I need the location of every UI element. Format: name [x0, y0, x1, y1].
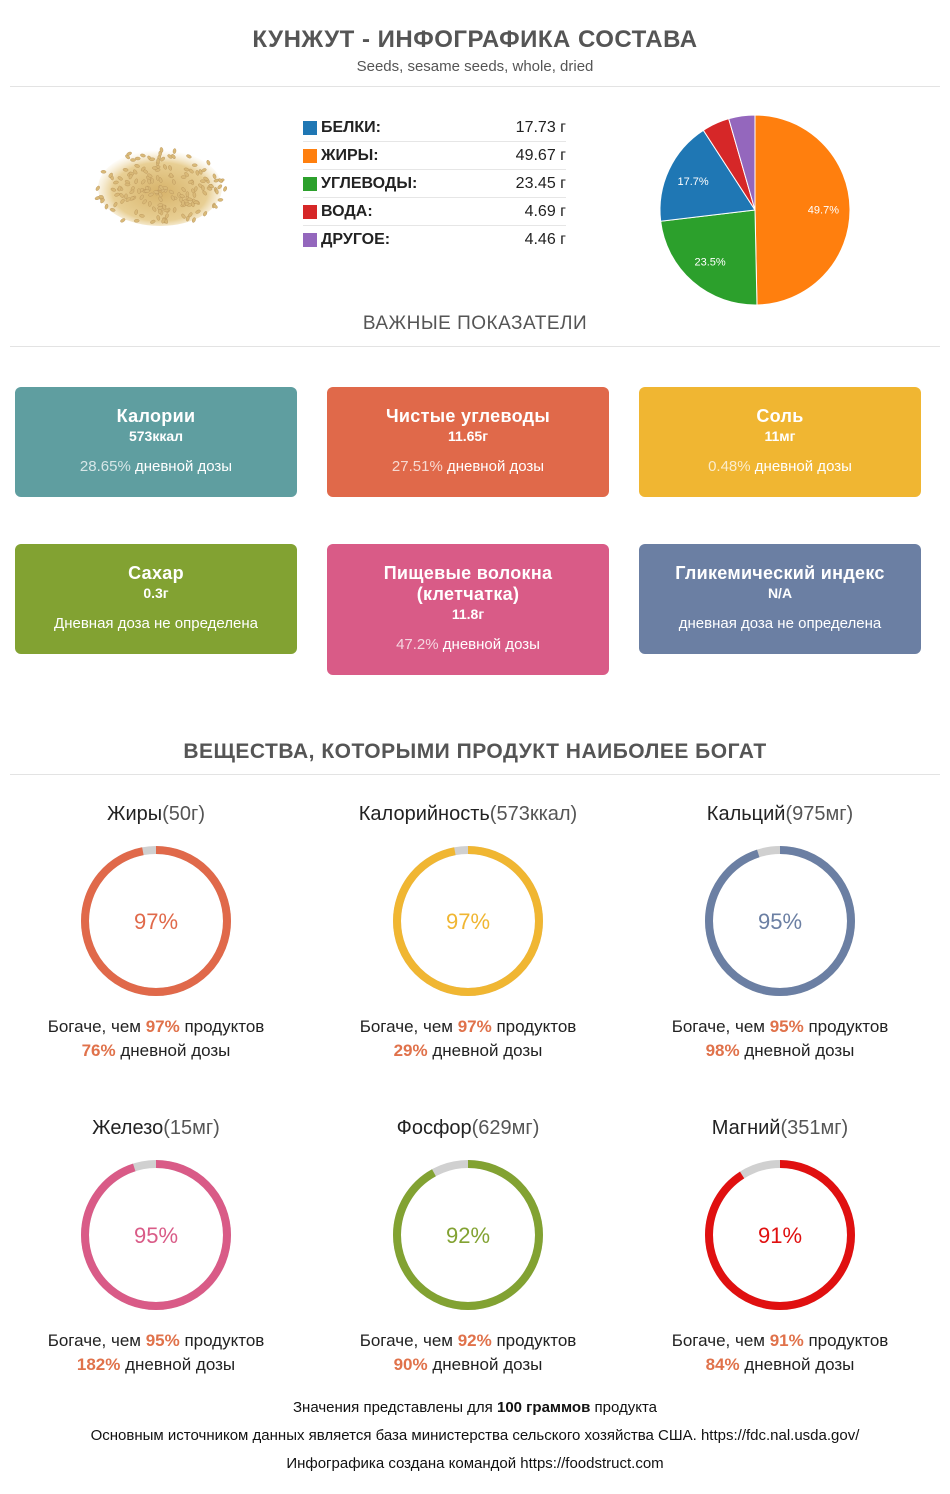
legend-row-water	[303, 198, 566, 226]
percent-ring	[390, 843, 546, 999]
card-dose	[639, 615, 921, 632]
legend-value: 49.67 г	[515, 146, 566, 164]
pie-label-1: 23.5%	[694, 256, 726, 269]
legend-name: ДРУГОЕ:	[321, 231, 391, 248]
legend-swatch	[303, 149, 317, 163]
pie-label-0: 49.7%	[807, 204, 839, 217]
nutrient-amount: (50г)	[162, 803, 205, 825]
seed	[134, 219, 139, 222]
legend-name: ЖИРЫ:	[321, 146, 379, 164]
card-dose	[327, 636, 609, 653]
card-title: Соль	[756, 406, 804, 426]
card-title: Сахар	[128, 563, 184, 583]
card-dose-text: Дневная доза не определена	[54, 615, 258, 632]
nutrient-title	[318, 803, 618, 829]
seed	[144, 189, 149, 192]
fiber-card	[327, 544, 609, 675]
ring-label: 91%	[757, 1223, 803, 1248]
legend-name: УГЛЕВОДЫ:	[321, 174, 418, 192]
nutrient-phosphorus	[318, 1117, 618, 1375]
legend-value: 4.69 г	[524, 202, 566, 220]
nutrient-amount: (573ккал)	[489, 803, 578, 825]
ring-label: 92%	[445, 1223, 491, 1248]
seed	[193, 201, 198, 204]
percent-ring	[702, 1157, 858, 1313]
richer-than-text: Богаче, чем 97% продуктов	[47, 1017, 265, 1036]
pie-label-2: 17.7%	[677, 175, 709, 188]
percent-ring	[702, 843, 858, 999]
nutrient-name: Фосфор	[396, 1117, 472, 1139]
card-dose-percent: 0.48%	[708, 458, 751, 475]
nutrient-magnesium	[630, 1117, 930, 1375]
legend-row-protein	[303, 114, 566, 142]
seed	[193, 192, 197, 197]
footer-credit: Инфографика создана командой https://foodstruct.com	[286, 1455, 664, 1472]
card-dose	[15, 458, 297, 475]
card-dose-percent: 47.2%	[396, 636, 439, 653]
sugar-card	[15, 544, 297, 654]
seed	[186, 192, 189, 197]
legend-name: БЕЛКИ:	[321, 118, 381, 136]
indicators-section-title: ВАЖНЫЕ ПОКАЗАТЕЛИ	[362, 313, 588, 334]
legend-swatch	[303, 205, 317, 219]
card-dose	[15, 615, 297, 632]
seed	[152, 166, 157, 169]
header-divider	[10, 86, 940, 87]
rich-divider	[10, 774, 940, 775]
legend-row-fat	[303, 142, 566, 170]
seed	[101, 170, 106, 173]
card-value: 573ккал	[128, 428, 184, 444]
daily-dose-text: 182% дневной дозы	[76, 1355, 236, 1374]
legend-value: 23.45 г	[515, 174, 566, 192]
card-dose	[327, 458, 609, 475]
nutrient-name: Железо	[92, 1117, 164, 1139]
card-title: Калории	[116, 406, 196, 426]
nutrient-calcium	[630, 803, 930, 1061]
card-title: Чистые углеводы	[385, 406, 551, 426]
seed	[149, 158, 154, 162]
seed	[223, 186, 228, 192]
card-title: Гликемический индекс	[675, 563, 885, 583]
percent-ring	[78, 1157, 234, 1313]
calories-card	[15, 387, 297, 497]
seed	[218, 198, 223, 201]
nutrient-name: Калорийность	[358, 803, 490, 825]
composition-pie-chart	[650, 105, 860, 315]
richer-than-text: Богаче, чем 95% продуктов	[47, 1331, 265, 1350]
legend-swatch	[303, 121, 317, 135]
nutrient-name: Магний	[711, 1117, 781, 1139]
nutrient-title	[6, 803, 306, 829]
page-title: КУНЖУТ - ИНФОГРАФИКА СОСТАВА	[252, 26, 698, 53]
percent-ring	[78, 843, 234, 999]
legend-swatch	[303, 233, 317, 247]
card-value: 0.3г	[143, 585, 169, 601]
seed	[125, 183, 130, 186]
nutrient-name: Жиры	[106, 803, 163, 825]
nutrient-title	[630, 803, 930, 829]
card-title: Пищевые волокна (клетчатка)	[383, 563, 553, 604]
legend-row-carbs	[303, 170, 566, 198]
richer-than-text: Богаче, чем 97% продуктов	[359, 1017, 577, 1036]
seed	[148, 201, 151, 206]
daily-dose-text: 98% дневной дозы	[705, 1041, 855, 1060]
footer-serving-note: Значения представлены для 100 граммов продукта	[292, 1399, 657, 1416]
card-value: 11.8г	[451, 606, 485, 622]
legend-swatch	[303, 177, 317, 191]
page-subtitle: Seeds, sesame seeds, whole, dried	[356, 58, 594, 75]
nutrient-amount: (629мг)	[471, 1117, 540, 1139]
legend-value: 4.46 г	[524, 231, 566, 248]
seed	[181, 200, 184, 205]
legend-value: 17.73 г	[515, 118, 566, 136]
card-dose-text: дневной дозы	[438, 636, 540, 653]
nutrient-title	[318, 1117, 618, 1143]
glycemic-index-card	[639, 544, 921, 654]
richer-than-text: Богаче, чем 95% продуктов	[671, 1017, 889, 1036]
nutrient-amount: (351мг)	[780, 1117, 849, 1139]
card-dose-text: дневная доза не определена	[678, 615, 882, 632]
ring-label: 97%	[445, 909, 491, 934]
ring-label: 95%	[757, 909, 803, 934]
legend-row-other	[303, 226, 566, 254]
nutrient-iron	[6, 1117, 306, 1375]
card-dose-text: дневной дозы	[442, 458, 545, 475]
seed	[156, 158, 159, 163]
card-dose	[639, 458, 921, 475]
richer-than-text: Богаче, чем 92% продуктов	[359, 1331, 577, 1350]
seed	[137, 188, 140, 193]
seed	[151, 178, 154, 183]
ring-label: 97%	[133, 909, 179, 934]
card-value: 11.65г	[447, 428, 489, 444]
composition-legend	[303, 114, 566, 254]
nutrient-title	[630, 1117, 930, 1143]
nutrient-name: Кальций	[706, 803, 786, 825]
card-value: 11мг	[764, 428, 796, 444]
salt-card	[639, 387, 921, 497]
footer-source-note: Основным источником данных является база министерства сельского хозяйства США. https://fdc.nal.usda.gov/	[90, 1427, 860, 1444]
daily-dose-text: 90% дневной дозы	[393, 1355, 543, 1374]
card-dose-text: дневной дозы	[750, 458, 852, 475]
nutrient-title	[6, 1117, 306, 1143]
card-dose-text: дневной дозы	[130, 458, 233, 475]
percent-ring	[390, 1157, 546, 1313]
net-carbs-card	[327, 387, 609, 497]
seed	[192, 164, 197, 167]
card-dose-percent: 27.51%	[391, 458, 443, 475]
daily-dose-text: 76% дневной дозы	[81, 1041, 231, 1060]
sesame-seeds-image	[70, 130, 240, 240]
nutrient-fat	[6, 803, 306, 1061]
ring-label: 95%	[133, 1223, 179, 1248]
seed	[135, 157, 140, 160]
richer-than-text: Богаче, чем 91% продуктов	[671, 1331, 889, 1350]
nutrient-amount: (15мг)	[163, 1117, 220, 1139]
nutrient-calories	[318, 803, 618, 1061]
rich-section-title: ВЕЩЕСТВА, КОТОРЫМИ ПРОДУКТ НАИБОЛЕЕ БОГАТ	[183, 740, 767, 763]
daily-dose-text: 84% дневной дозы	[705, 1355, 855, 1374]
seed	[181, 175, 186, 178]
daily-dose-text: 29% дневной дозы	[393, 1041, 543, 1060]
card-value: N/A	[767, 585, 793, 601]
nutrient-amount: (975мг)	[785, 803, 854, 825]
seed	[130, 158, 135, 161]
legend-name: ВОДА:	[321, 202, 373, 220]
card-dose-percent: 28.65%	[79, 458, 131, 475]
indicators-divider	[10, 346, 940, 347]
